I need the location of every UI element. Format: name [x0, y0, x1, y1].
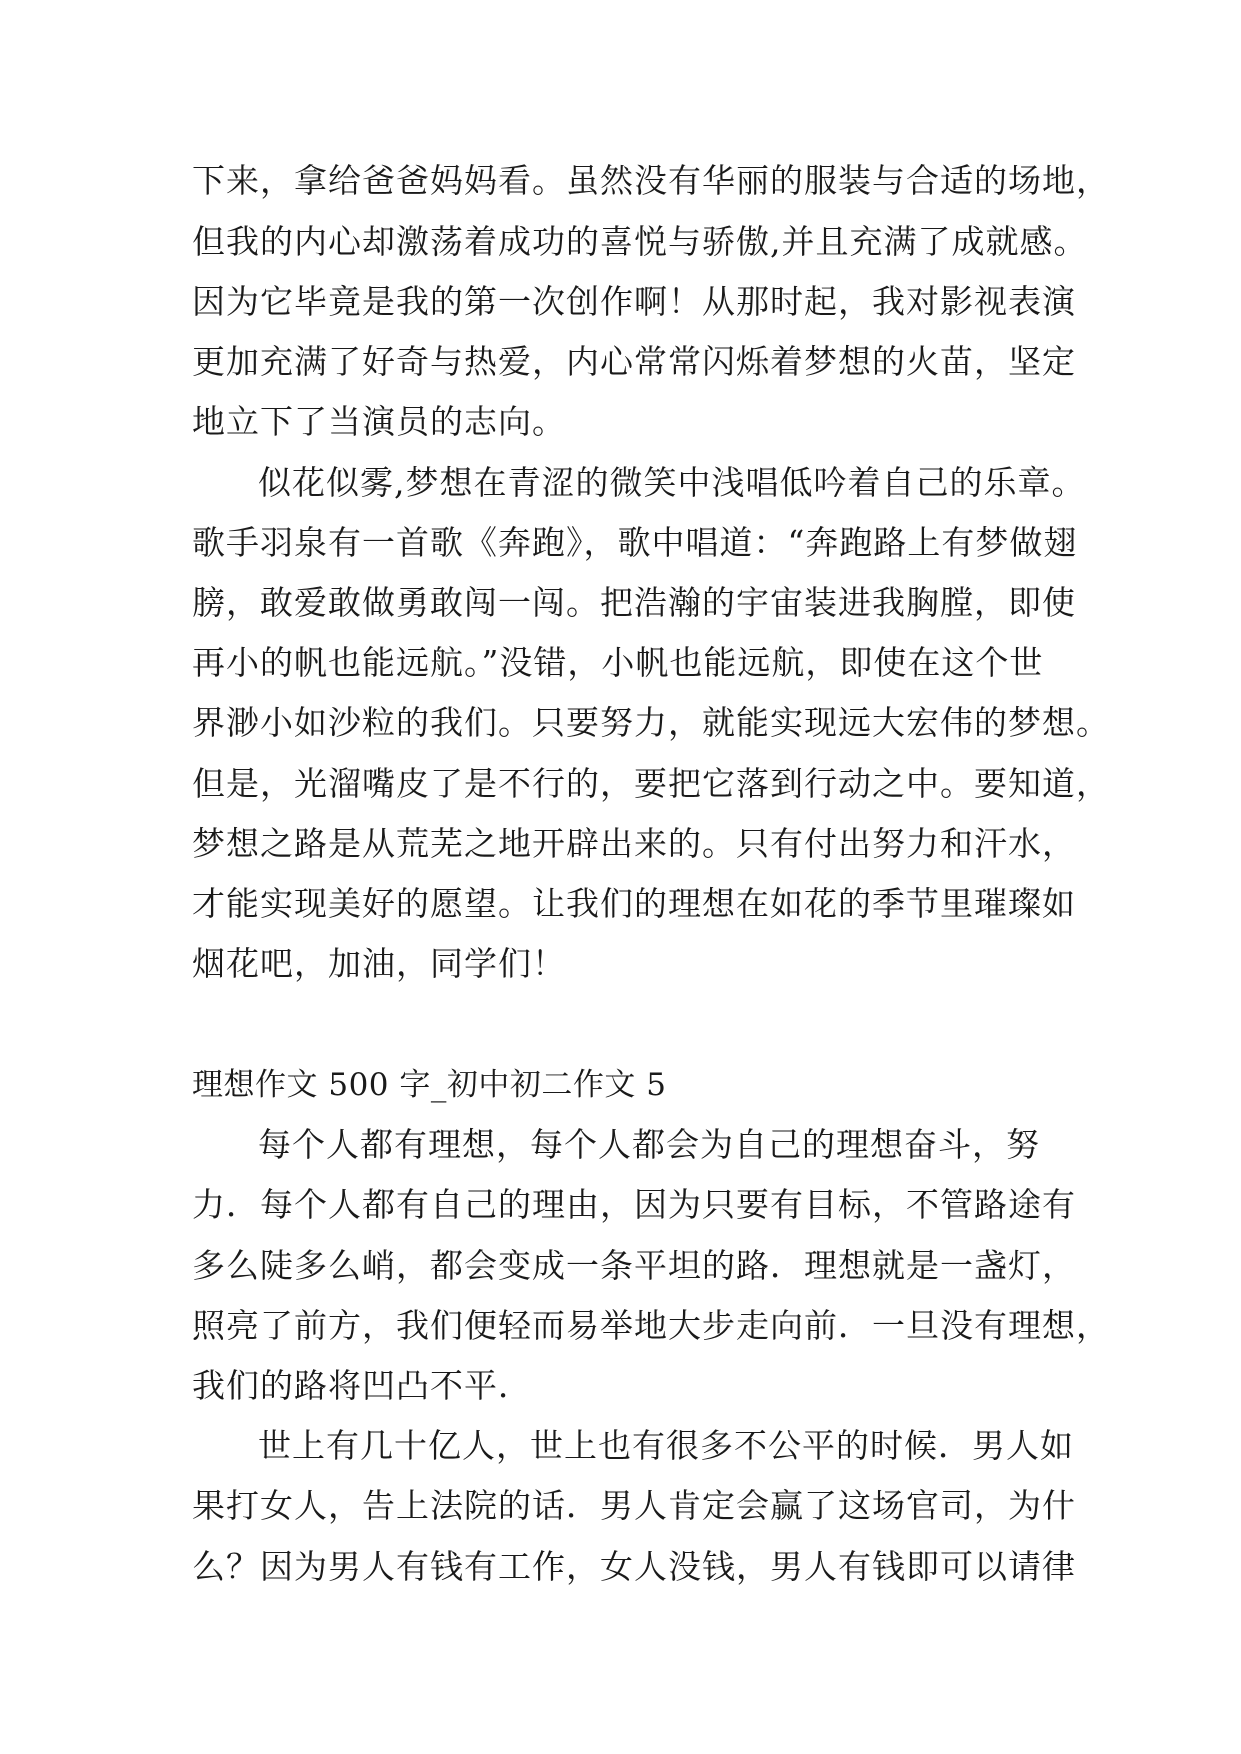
text-line: 多么陡多么峭，都会变成一条平坦的路．理想就是一盏灯， — [192, 1246, 1076, 1285]
text-line: 歌手羽泉有一首歌《奔跑》，歌中唱道：“奔跑路上有梦做翅 — [192, 523, 1078, 562]
text-line: 才能实现美好的愿望。让我们的理想在如花的季节里璀璨如 — [192, 884, 1076, 923]
text-line: 果打女人，告上法院的话．男人肯定会赢了这场官司，为什 — [192, 1486, 1076, 1525]
text-line: 照亮了前方，我们便轻而易举地大步走向前．一旦没有理想， — [192, 1306, 1110, 1345]
text-line: 但我的内心却激荡着成功的喜悦与骄傲,并且充满了成就感。 — [192, 222, 1088, 261]
text-line: 因为它毕竟是我的第一次创作啊！从那时起，我对影视表演 — [192, 282, 1076, 321]
text-line: 世上有几十亿人，世上也有很多不公平的时候．男人如 — [258, 1426, 1074, 1465]
text-line: 再小的帆也能远航。”没错，小帆也能远航，即使在这个世 — [192, 643, 1044, 682]
text-line: 我们的路将凹凸不平． — [192, 1366, 532, 1405]
text-line: 梦想之路是从荒芜之地开辟出来的。只有付出努力和汗水， — [192, 824, 1076, 863]
text-line: 力．每个人都有自己的理由，因为只要有目标，不管路途有 — [192, 1185, 1076, 1224]
text-line: 么？因为男人有钱有工作，女人没钱，男人有钱即可以请律 — [192, 1547, 1076, 1586]
text-line: 烟花吧，加油，同学们！ — [192, 944, 566, 983]
text-line: 膀，敢爱敢做勇敢闯一闯。把浩瀚的宇宙装进我胸膛，即使 — [192, 583, 1076, 622]
text-line: 地立下了当演员的志向。 — [192, 402, 566, 441]
text-line: 但是，光溜嘴皮了是不行的，要把它落到行动之中。要知道， — [192, 764, 1110, 803]
text-line: 更加充满了好奇与热爱，内心常常闪烁着梦想的火苗，坚定 — [192, 342, 1076, 381]
text-line: 下来，拿给爸爸妈妈看。虽然没有华丽的服装与合适的场地， — [192, 161, 1110, 200]
section-heading: 理想作文 500 字_初中初二作文 5 — [192, 1067, 667, 1103]
text-line: 界渺小如沙粒的我们。只要努力，就能实现远大宏伟的梦想。 — [192, 703, 1110, 742]
text-line: 每个人都有理想，每个人都会为自己的理想奋斗，努 — [258, 1125, 1040, 1164]
text-line: 似花似雾,梦想在青涩的微笑中浅唱低吟着自己的乐章。 — [258, 463, 1086, 502]
